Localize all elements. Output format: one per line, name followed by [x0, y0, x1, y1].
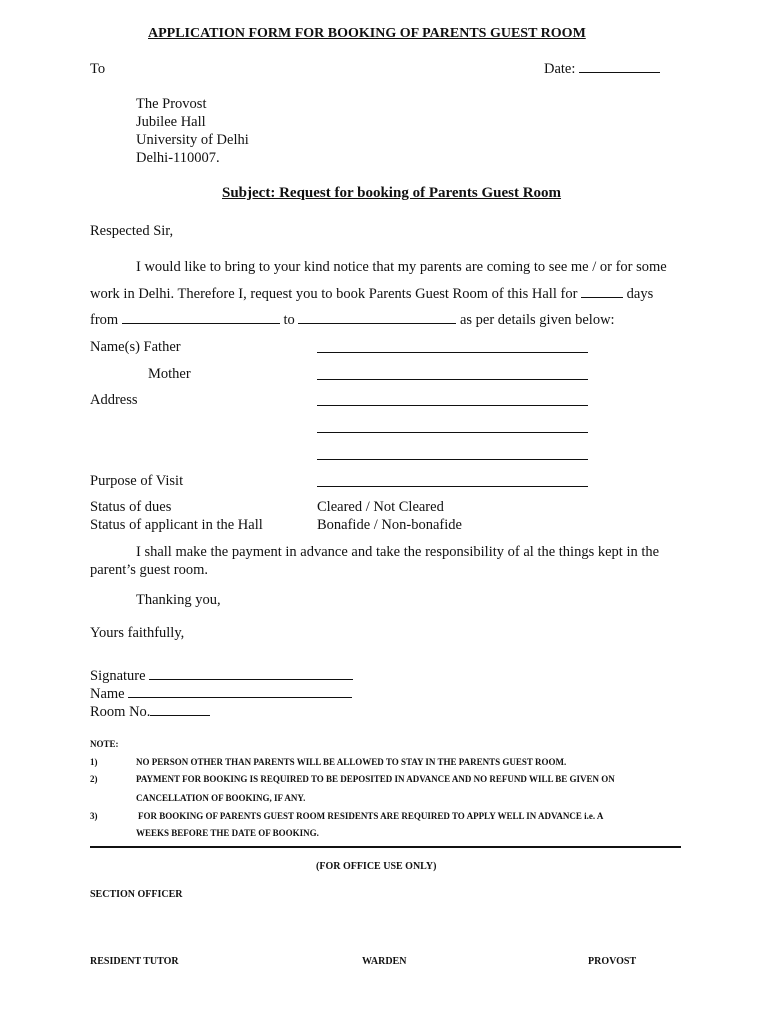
recipient-line-4: Delhi-110007.: [136, 150, 220, 166]
status-applicant-value: Bonafide / Non-bonafide: [317, 517, 462, 533]
note-label: NOTE:: [90, 739, 119, 749]
name-blank: [128, 685, 352, 698]
note-1-number: 1): [90, 757, 98, 767]
room-blank: [150, 703, 210, 716]
body-line-3: [90, 311, 615, 329]
warden-label: WARDEN: [362, 956, 407, 967]
purpose-line: [317, 486, 588, 487]
payment-line-1: I shall make the payment in advance and take the responsibility of al the things kept in the: [136, 544, 660, 560]
recipient-line-2: Jubilee Hall: [136, 114, 206, 130]
date-field: [544, 60, 660, 78]
closing-text: Yours faithfully,: [90, 625, 185, 641]
father-name-line: [317, 352, 588, 353]
status-dues-value: Cleared / Not Cleared: [317, 499, 444, 515]
mother-name-label: Mother: [148, 366, 191, 382]
from-date-blank: [122, 311, 280, 324]
days-label: days: [626, 286, 654, 302]
note-2-text-line-1: PAYMENT FOR BOOKING IS REQUIRED TO BE DEPOSITED IN ADVANCE AND NO REFUND WILL BE GIVEN ON: [136, 774, 615, 784]
note-1-text: NO PERSON OTHER THAN PARENTS WILL BE ALLOWED TO STAY IN THE PARENTS GUEST ROOM.: [136, 757, 567, 767]
resident-tutor-label: RESIDENT TUTOR: [90, 956, 179, 967]
room-label: Room No.: [90, 704, 151, 720]
recipient-line-3: University of Delhi: [136, 132, 249, 148]
address-label: Address: [90, 392, 138, 408]
form-title: APPLICATION FORM FOR BOOKING OF PARENTS GUEST ROOM: [148, 26, 586, 41]
provost-label: PROVOST: [588, 956, 637, 967]
signature-label: Signature: [90, 668, 146, 684]
address-line-1: [317, 405, 588, 406]
father-name-label: Name(s) Father: [90, 339, 181, 355]
body-line-2-text: work in Delhi. Therefore I, request you to book Parents Guest Room of this Hall for: [90, 286, 578, 302]
note-2-text-line-2: CANCELLATION OF BOOKING, IF ANY.: [136, 793, 306, 803]
purpose-label: Purpose of Visit: [90, 473, 184, 489]
signature-blank: [149, 667, 353, 680]
from-label: from: [90, 312, 119, 328]
address-line-3: [317, 459, 588, 460]
details-label: as per details given below:: [459, 312, 615, 328]
payment-line-2: parent’s guest room.: [90, 562, 208, 578]
room-field: [90, 703, 210, 721]
mother-name-line: [317, 379, 588, 380]
name-label: Name: [90, 686, 125, 702]
status-dues-label: Status of dues: [90, 499, 172, 515]
to-date-label: to: [283, 312, 295, 328]
recipient-line-1: The Provost: [136, 96, 207, 112]
office-divider: [90, 846, 681, 848]
body-line-2: [90, 285, 653, 303]
status-applicant-label: Status of applicant in the Hall: [90, 517, 263, 533]
office-use-label: (FOR OFFICE USE ONLY): [316, 861, 437, 872]
salutation: Respected Sir,: [90, 223, 174, 239]
thanking-text: Thanking you,: [136, 592, 221, 608]
signature-field: [90, 667, 353, 685]
note-3-text-line-2: WEEKS BEFORE THE DATE OF BOOKING.: [136, 828, 319, 838]
days-blank: [581, 285, 623, 298]
note-3-number: 3): [90, 811, 98, 821]
date-label: Date:: [544, 61, 576, 77]
name-field: [90, 685, 352, 703]
note-2-number: 2): [90, 774, 98, 784]
note-3-text-line-1: FOR BOOKING OF PARENTS GUEST ROOM RESIDENTS ARE REQUIRED TO APPLY WELL IN ADVANCE i.e. A: [138, 811, 604, 821]
body-line-1: I would like to bring to your kind notice that my parents are coming to see me / or for some: [136, 259, 667, 275]
address-line-2: [317, 432, 588, 433]
section-officer-label: SECTION OFFICER: [90, 889, 183, 900]
to-date-blank: [298, 311, 456, 324]
to-label: To: [90, 61, 106, 77]
date-blank: [579, 60, 660, 73]
subject-line: Subject: Request for booking of Parents Guest Room: [222, 185, 562, 201]
